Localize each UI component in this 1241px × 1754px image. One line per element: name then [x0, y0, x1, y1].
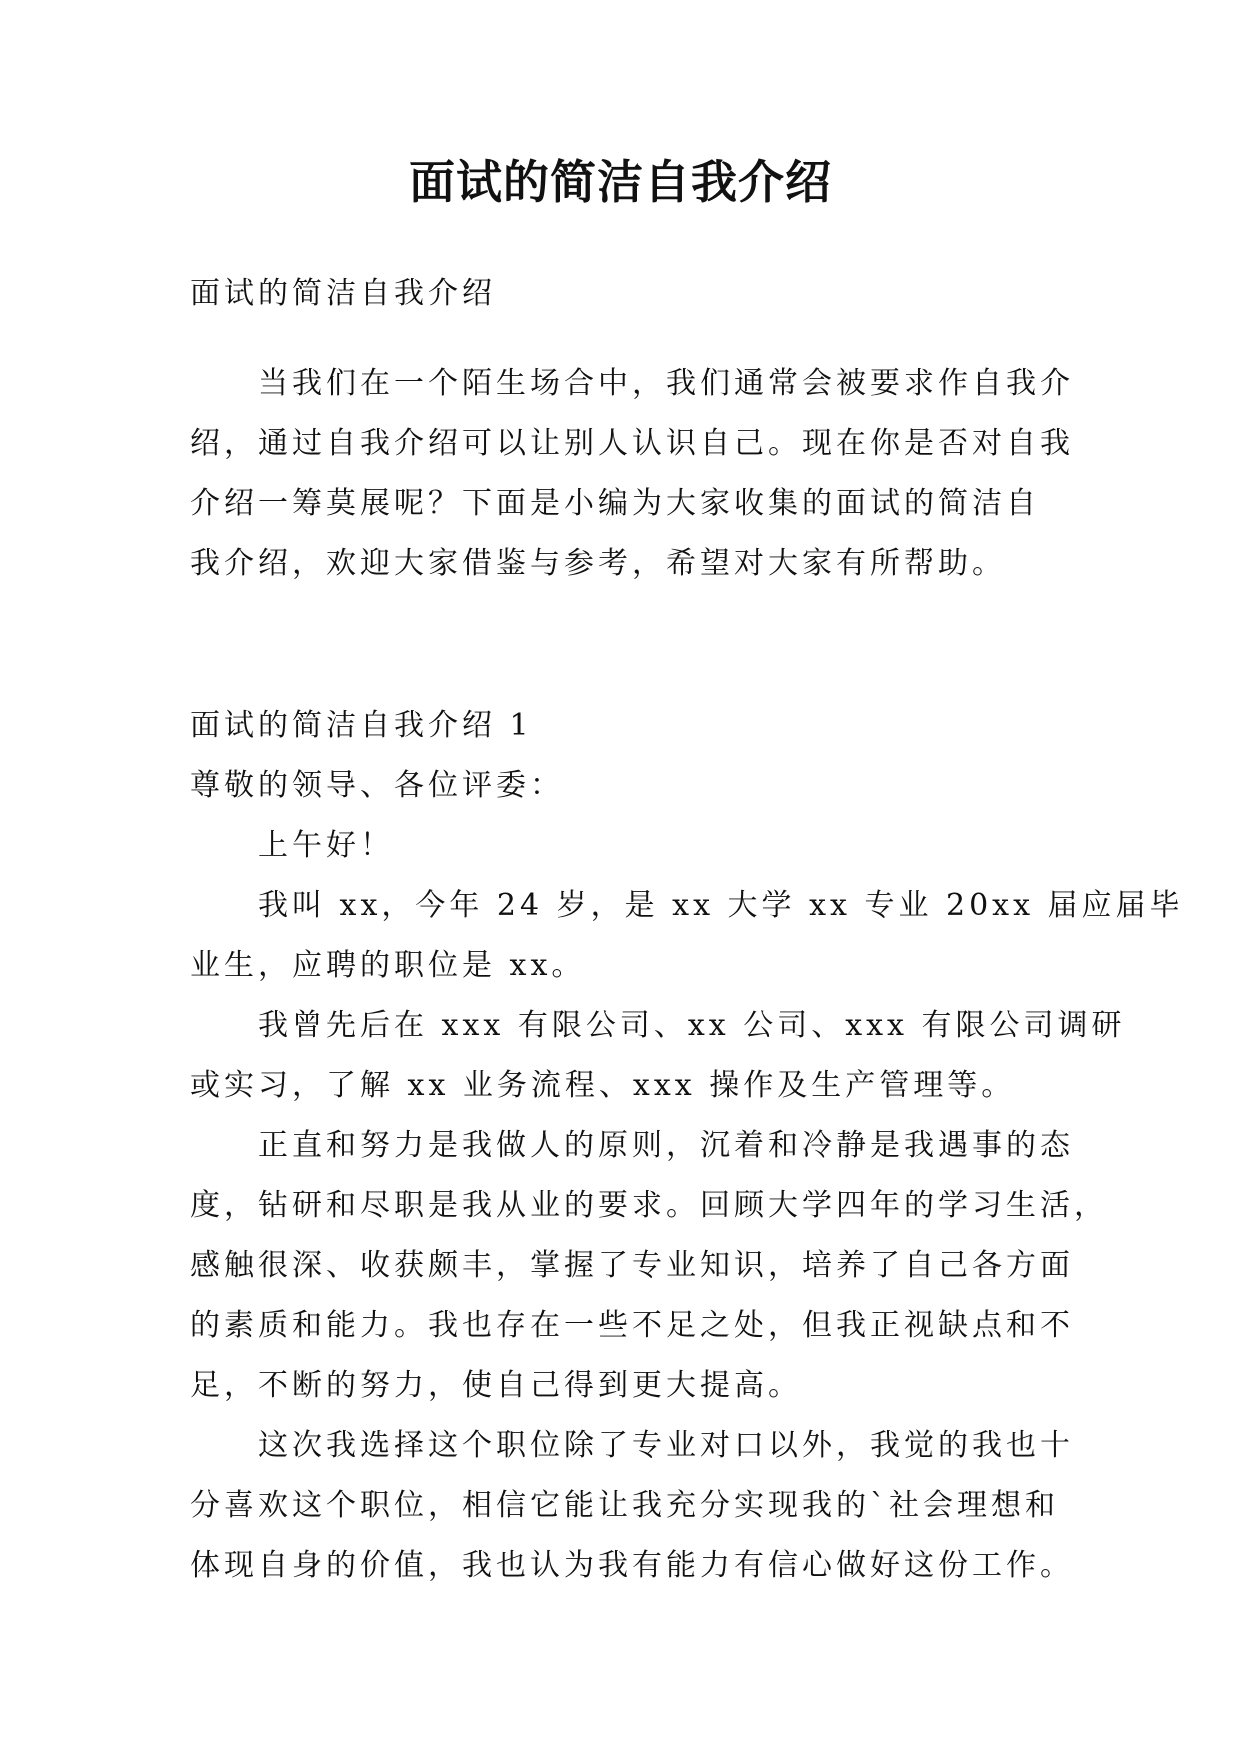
para2-line: 或实习，了解 xx 业务流程、xxx 操作及生产管理等。 [190, 1068, 1016, 1103]
intro-line: 介绍一筹莫展呢？下面是小编为大家收集的面试的简洁自 [190, 486, 1040, 521]
para1-line: 业生，应聘的职位是 xx。 [190, 948, 586, 983]
salutation: 尊敬的领导、各位评委： [190, 768, 564, 803]
intro-paragraph [190, 354, 1074, 594]
subtitle-text: 面试的简洁自我介绍 [190, 276, 496, 311]
para3-line: 感触很深、收获颇丰，掌握了专业知识，培养了自己各方面 [190, 1248, 1074, 1283]
para3-line: 度，钻研和尽职是我从业的要求。回顾大学四年的学习生活， [190, 1188, 1108, 1223]
section-heading: 面试的简洁自我介绍 1 [190, 708, 533, 743]
para3-line: 正直和努力是我做人的原则，沉着和冷静是我遇事的态 [258, 1128, 1074, 1163]
subtitle [190, 264, 1050, 324]
letter-section [190, 696, 1184, 1596]
para4-line: 这次我选择这个职位除了专业对口以外，我觉的我也十 [258, 1428, 1074, 1463]
document-title: 面试的简洁自我介绍 [409, 155, 832, 209]
intro-line: 绍，通过自我介绍可以让别人认识自己。现在你是否对自我 [190, 426, 1074, 461]
para2-line: 我曾先后在 xxx 有限公司、xx 公司、xxx 有限公司调研 [258, 1008, 1126, 1043]
greeting: 上午好！ [258, 828, 394, 863]
para3-line: 的素质和能力。我也存在一些不足之处，但我正视缺点和不 [190, 1308, 1074, 1343]
intro-line: 当我们在一个陌生场合中，我们通常会被要求作自我介 [258, 366, 1074, 401]
para4-line: 分喜欢这个职位，相信它能让我充分实现我的`社会理想和 [190, 1488, 1059, 1523]
para3-line: 足，不断的努力，使自己得到更大提高。 [190, 1368, 802, 1403]
para4-line: 体现自身的价值，我也认为我有能力有信心做好这份工作。 [190, 1548, 1074, 1583]
intro-line: 我介绍，欢迎大家借鉴与参考，希望对大家有所帮助。 [190, 546, 1006, 581]
para1-line: 我叫 xx，今年 24 岁，是 xx 大学 xx 专业 20xx 届应届毕 [258, 888, 1184, 923]
